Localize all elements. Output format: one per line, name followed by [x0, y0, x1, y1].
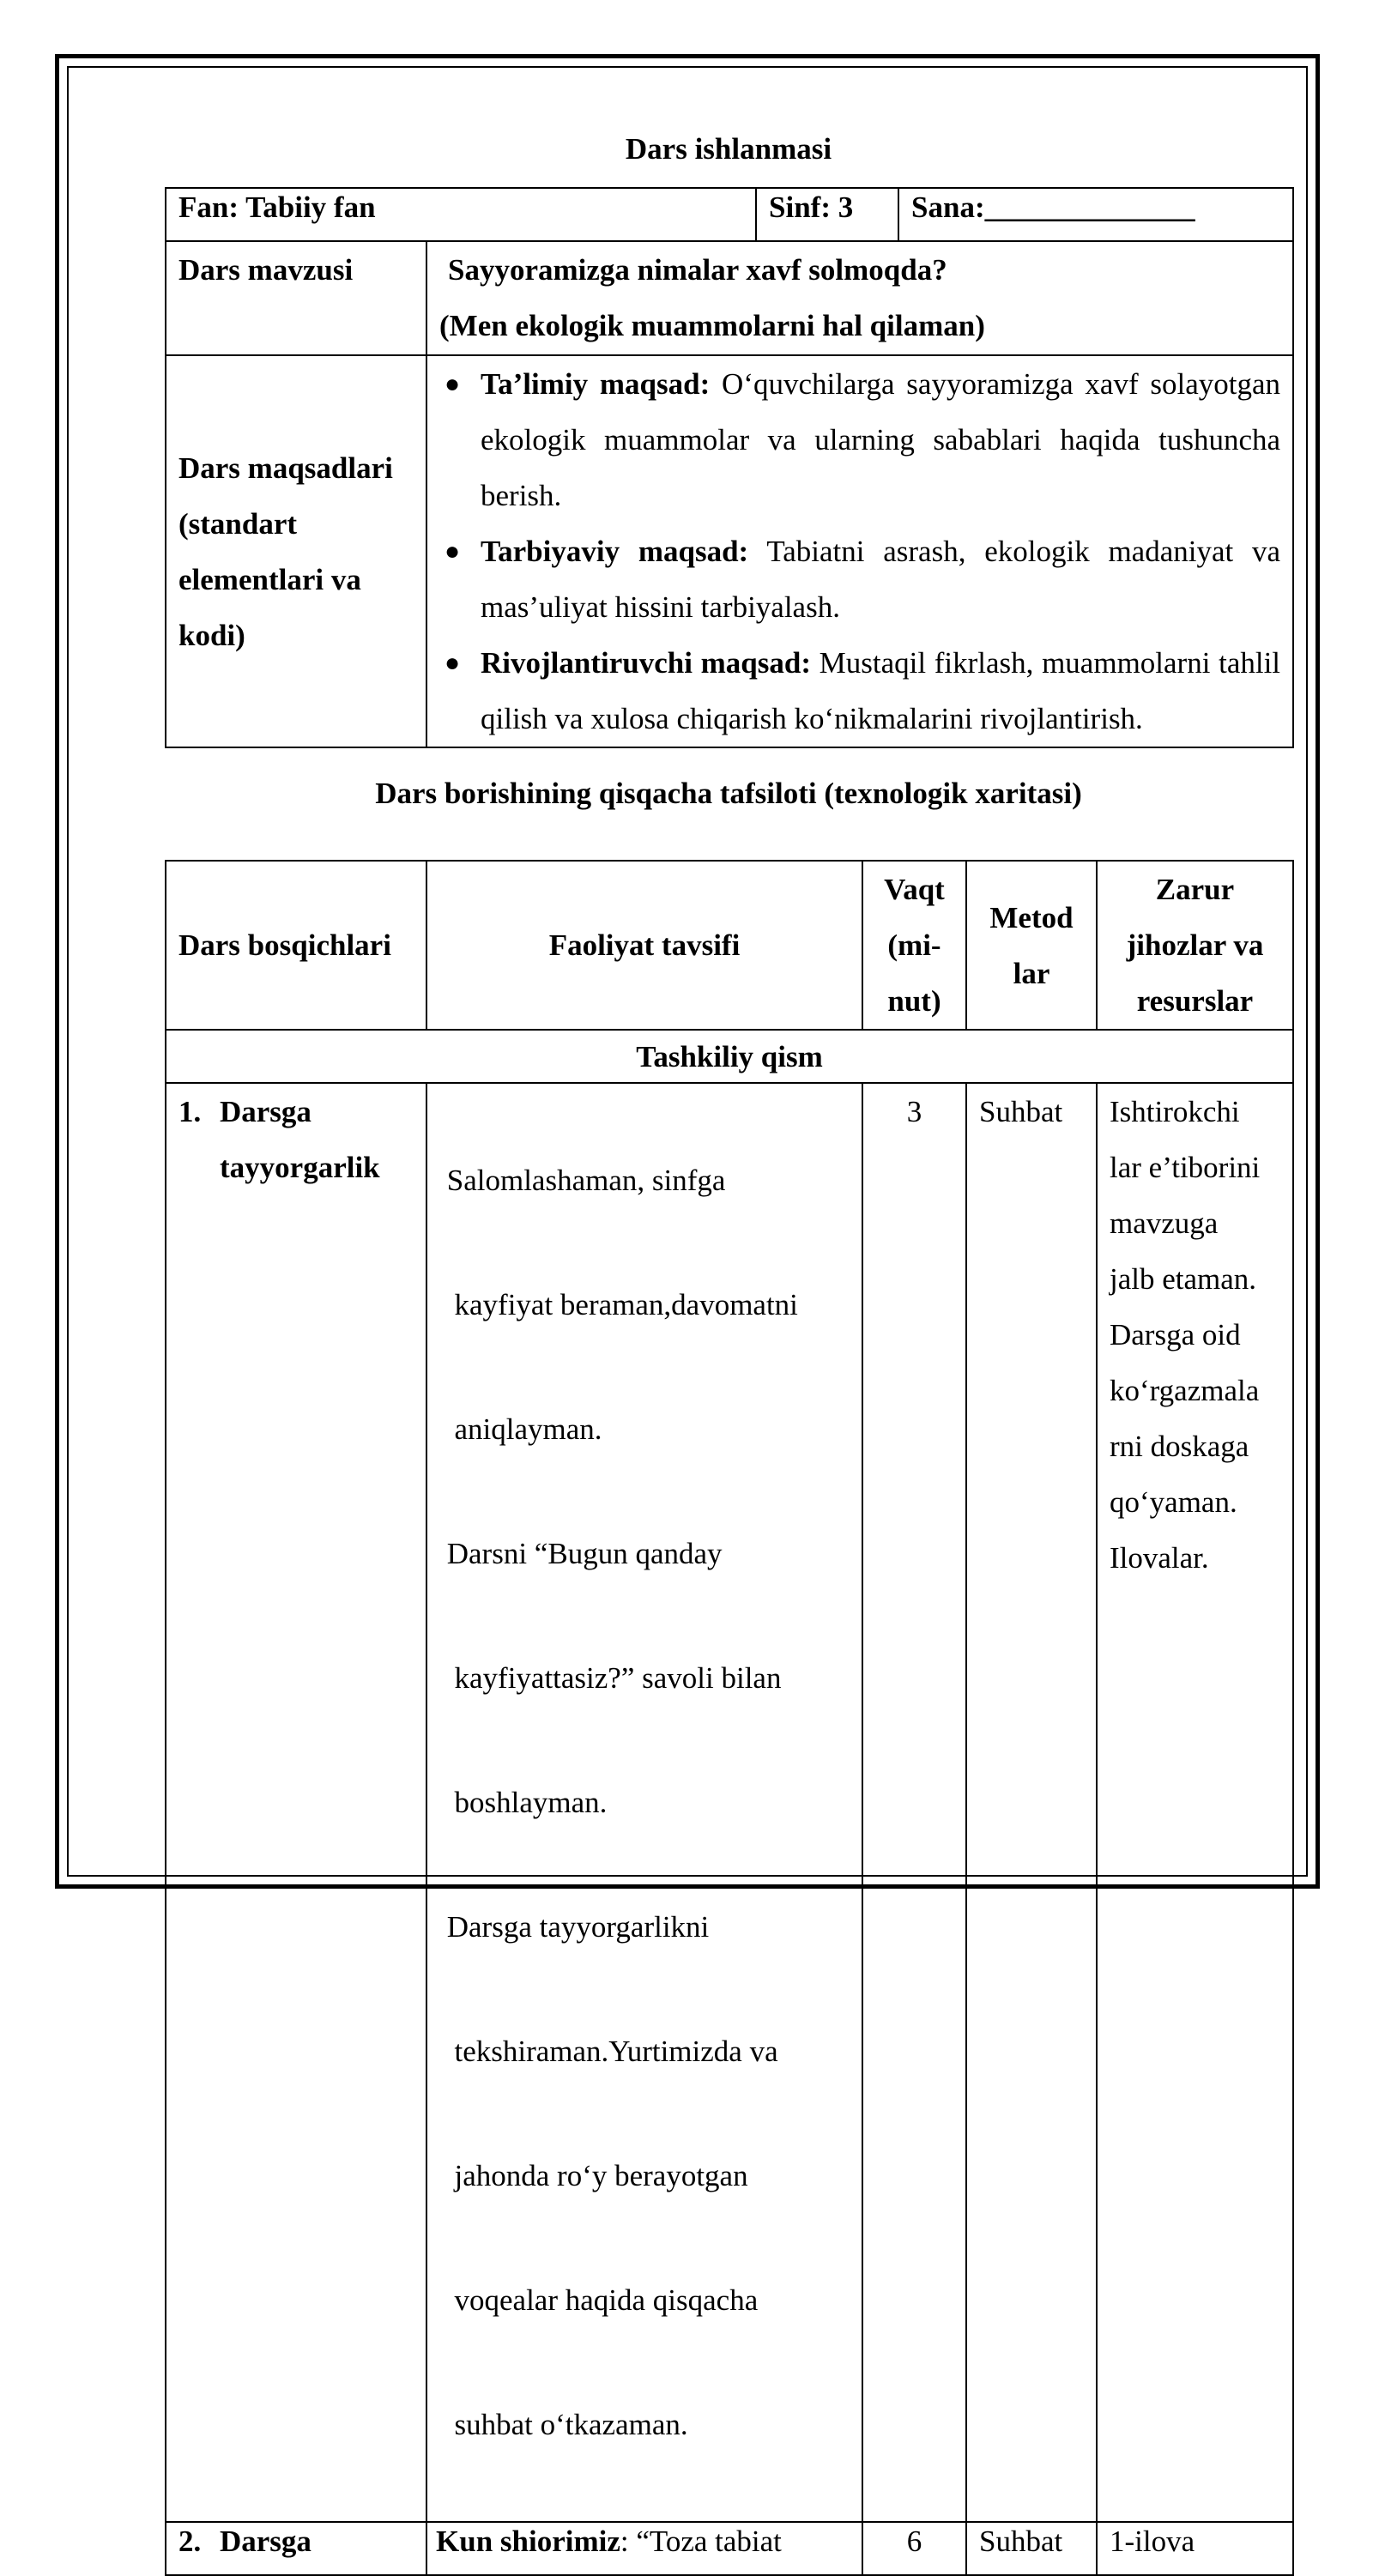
- stage-number: 1.: [178, 1095, 202, 1128]
- stage-line: Darsga: [220, 1095, 311, 1128]
- goal-text: O‘quvchilarga sayyoramizga xavf solayotgan ekologik muammolar va ularning sabablari haqida tushuncha berish.: [481, 367, 1281, 512]
- resource-line: jalb etaman.: [1110, 1262, 1257, 1296]
- col-header-activity: Faoliyat tavsifi: [426, 861, 862, 1030]
- stage-line: Darsga: [220, 2525, 311, 2558]
- resource-line: Ishtirokchi: [1110, 1095, 1240, 1128]
- slogan-label: Kun shiorimiz: [436, 2525, 620, 2558]
- goal-item: [439, 523, 1280, 635]
- bullet-icon: ●: [445, 537, 461, 565]
- activity-line: suhbat o‘tkazaman.: [439, 2408, 688, 2441]
- activity-line: Darsga tayyorgarlikni: [439, 1910, 710, 1944]
- activity-line: kayfiyattasiz?” savoli bilan: [439, 1661, 782, 1695]
- bullet-icon: ●: [445, 370, 461, 398]
- stage-number: 2.: [178, 2525, 202, 2558]
- activity-cell: [426, 2522, 862, 2575]
- header-line: Vaqt: [884, 873, 945, 906]
- goal-text: Mustaqil fikrlash, muammolarni tahlil qilish va xulosa chiqarish ko‘nikmalarini rivojlantirish.: [481, 646, 1281, 735]
- activity-line: kayfiyat beraman,davomatni: [439, 1288, 798, 1321]
- goal-item: [439, 635, 1280, 747]
- topic-line-2: (Men ekologik muammolarni hal qilaman): [439, 309, 985, 342]
- document-title: Dars ishlanmasi: [625, 132, 832, 166]
- goals-label-line: Dars maqsadlari: [178, 450, 393, 485]
- method-value: Suhbat: [979, 1095, 1063, 1128]
- resource-cell: [1097, 1083, 1293, 2522]
- resource-line: Darsga oid: [1110, 1318, 1241, 1351]
- activity-line: Darsni “Bugun qanday: [439, 1537, 723, 1570]
- col-header-methods: [966, 861, 1097, 1030]
- activity-cell: [426, 1083, 862, 2522]
- slogan-text: : “Toza tabiat: [620, 2525, 782, 2558]
- activity-line: tekshiraman.Yurtimizda va: [439, 2035, 778, 2068]
- goal-title: Rivojlantiruvchi maqsad:: [481, 646, 811, 680]
- goals-label-line: elementlari va: [178, 562, 361, 596]
- section-row-organizational: Tashkiliy qism: [166, 1030, 1293, 1083]
- topic-label: Dars mavzusi: [166, 241, 426, 355]
- time-value: 3: [906, 1095, 922, 1128]
- goals-cell: [426, 355, 1293, 747]
- topic-cell: [426, 241, 1293, 355]
- header-line: Metod: [989, 900, 1074, 934]
- col-header-time: [862, 861, 966, 1030]
- resource-line: rni doskaga: [1110, 1430, 1249, 1463]
- resource-cell: 1-ilova: [1097, 2522, 1293, 2575]
- header-line: resurslar: [1136, 984, 1254, 1018]
- resource-line: qo‘yaman.: [1110, 1485, 1237, 1519]
- method-cell: [966, 1083, 1097, 2522]
- section-subtitle: Dars borishining qisqacha tafsiloti (texnologik xaritasi): [375, 777, 1082, 810]
- header-line: nut): [887, 984, 941, 1018]
- lesson-info-table: [165, 187, 1294, 748]
- subject-cell: Fan: Tabiiy fan: [166, 188, 756, 241]
- goal-text: Tabiatni asrash, ekologik madaniyat va mas’uliyat hissini tarbiyalash.: [481, 535, 1281, 624]
- method-cell: Suhbat: [966, 2522, 1097, 2575]
- col-header-resources: [1097, 861, 1293, 1030]
- goals-list: [439, 356, 1280, 747]
- header-line: Zarur: [1155, 873, 1235, 906]
- activity-line: aniqlayman.: [439, 1412, 602, 1446]
- header-line: jihozlar va: [1126, 928, 1264, 962]
- stage-cell: [166, 2522, 426, 2575]
- activity-line: boshlayman.: [439, 1786, 608, 1819]
- resource-line: ko‘rgazmala: [1110, 1374, 1260, 1407]
- technology-map-table: [165, 860, 1294, 2576]
- date-cell: Sana:______________: [898, 188, 1293, 241]
- activity-line: Salomlashaman, sinfga: [439, 1164, 726, 1197]
- header-line: (mi-: [887, 928, 941, 962]
- goals-label-line: kodi): [178, 618, 245, 652]
- time-cell: [862, 1083, 966, 2522]
- bullet-icon: ●: [445, 649, 461, 677]
- header-line: lar: [1013, 956, 1050, 990]
- col-header-stages: Dars bosqichlari: [166, 861, 426, 1030]
- resource-line: lar e’tiborini: [1110, 1151, 1261, 1184]
- goals-label: [166, 355, 426, 747]
- activity-line: voqealar haqida qisqacha: [439, 2283, 759, 2317]
- goal-title: Ta’limiy maqsad:: [481, 367, 711, 401]
- resource-line: mavzuga: [1110, 1206, 1219, 1240]
- resource-line: Ilovalar.: [1110, 1541, 1209, 1575]
- activity-line: jahonda ro‘y berayotgan: [439, 2159, 748, 2192]
- stage-line: tayyorgarlik: [220, 1151, 380, 1184]
- grade-cell: Sinf: 3: [756, 188, 898, 241]
- stage-cell: [166, 1083, 426, 2522]
- goals-label-line: (standart: [178, 506, 298, 541]
- goal-title: Tarbiyaviy maqsad:: [481, 535, 749, 568]
- time-cell: 6: [862, 2522, 966, 2575]
- topic-line-1: Sayyoramizga nimalar xavf solmoqda?: [448, 253, 947, 287]
- goal-item: [439, 356, 1280, 523]
